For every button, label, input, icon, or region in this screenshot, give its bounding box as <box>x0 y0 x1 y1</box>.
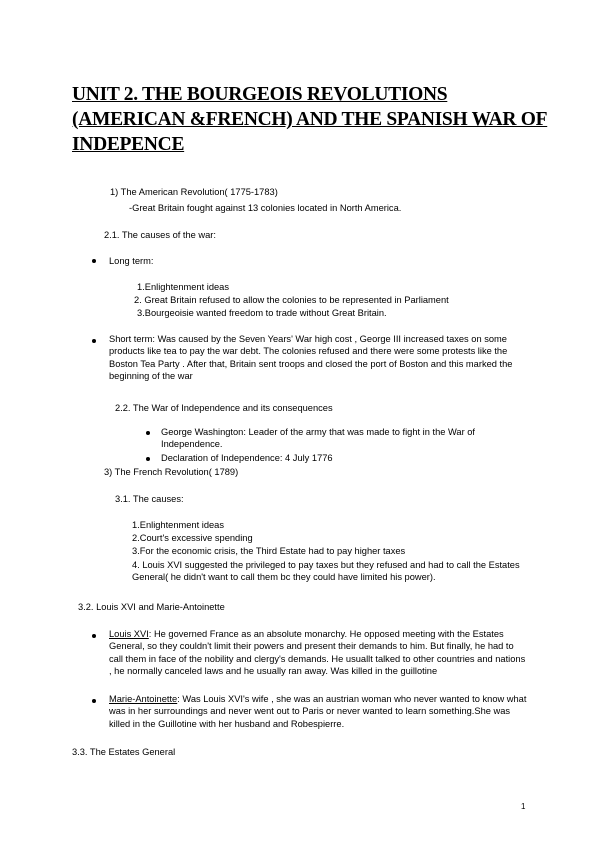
section-2-1-heading: 2.1. The causes of the war: <box>104 230 216 240</box>
declaration-item: Declaration of Independence: 4 July 1776 <box>161 453 333 463</box>
section-1-sub: -Great Britain fought against 13 colonies located in North America. <box>129 203 402 213</box>
marie-paragraph <box>109 693 529 730</box>
long-term-item-3: 3.Bourgeoisie wanted freedom to trade without Great Britain. <box>137 308 387 318</box>
page-number: 1 <box>521 802 526 811</box>
section-3-3-heading: 3.3. The Estates General <box>72 747 176 757</box>
long-term-item-1: 1.Enlightenment ideas <box>137 282 229 292</box>
louis-text: : He governed France as an absolute monarchy. He opposed meeting with the Estates General, so they couldn't limit their powers and present their demands to him. But finally, he had to call them in face of the nobility and clergy's demands. He usuallt talked to other countries and nations , he normally canceled laws and he usually ran away. Was killed in the guillotine <box>109 629 526 677</box>
title-line-2: (AMERICAN &FRENCH) AND THE SPANISH WAR OF <box>72 109 548 130</box>
washington-item: George Washington: Leader of the army that was made to fight in the War of Independence. <box>161 427 476 450</box>
cause-item-3: 3.For the economic crisis, the Third Estate had to pay higher taxes <box>132 546 406 556</box>
long-term-label: Long term: <box>109 256 154 266</box>
cause-item-2: 2.Court's excessive spending <box>132 533 253 543</box>
cause-item-1: 1.Enlightenment ideas <box>132 520 224 530</box>
marie-name: Marie-Antoinette <box>109 694 178 704</box>
section-1-heading: 1) The American Revolution( 1775-1783) <box>110 187 278 197</box>
title-line-3: INDEPENCE <box>72 134 185 155</box>
section-3-2-heading: 3.2. Louis XVI and Marie-Antoinette <box>78 602 225 612</box>
bullet <box>146 431 150 435</box>
louis-name: Louis XVI <box>109 629 149 639</box>
bullet <box>146 457 150 461</box>
long-term-item-2: 2. Great Britain refused to allow the colonies to be represented in Parliament <box>134 295 449 305</box>
section-3-1-heading: 3.1. The causes: <box>115 494 184 504</box>
bullet <box>92 259 96 263</box>
bullet <box>92 699 96 703</box>
title-line-1: UNIT 2. THE BOURGEOIS REVOLUTIONS <box>72 84 448 105</box>
section-2-2-heading: 2.2. The War of Independence and its consequences <box>115 403 333 413</box>
cause-item-4: 4. Louis XVI suggested the privileged to pay taxes but they refused and had to call the Estates General( he didn't want to call them bc they could have limited his power). <box>132 560 520 583</box>
bullet <box>92 634 96 638</box>
short-term-paragraph: Short term: Was caused by the Seven Years' War high cost , George III increased taxes on some products like tea to pay the war debt. The colonies refused and there were some protests like the Boston Tea Party . After that, Britain sent troops and closed the port of Boston and this marked the beginning of the war <box>109 334 513 382</box>
louis-paragraph <box>109 628 529 678</box>
marie-text: : Was Louis XVI's wife , she was an austrian woman who never wanted to know what was in her surroundings and never went out to Paris or never wanted to learn something.She was killed in the Guillotine with her husband and Robespierre. <box>109 694 527 729</box>
section-3-heading: 3) The French Revolution( 1789) <box>104 467 239 477</box>
bullet <box>92 339 96 343</box>
